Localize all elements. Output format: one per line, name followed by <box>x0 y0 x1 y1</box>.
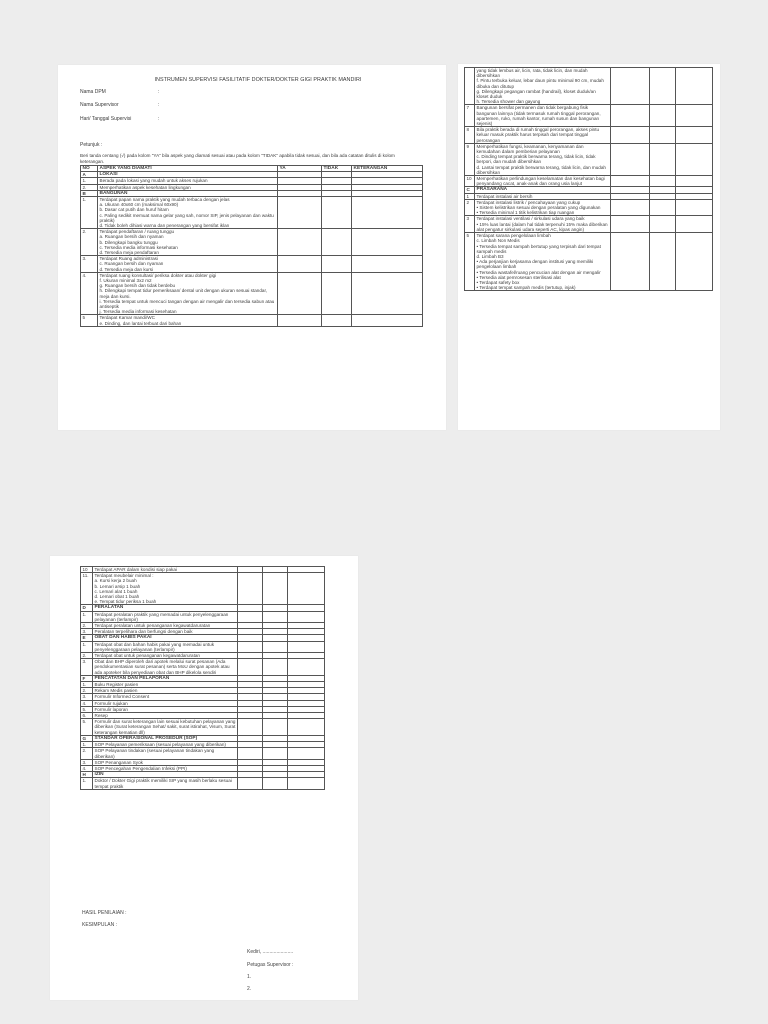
row-number: 8 <box>465 127 475 144</box>
row-number: 2. <box>81 229 98 256</box>
petugas-supervisor-label: Petugas Supervisor : <box>247 962 294 968</box>
ya-cell <box>611 127 650 144</box>
aspect-text: Terdapat Ruang administrasi c. Ruangan bersih dan nyaman d. Tersedia meja dan kursi <box>98 256 278 273</box>
table-row <box>81 611 325 622</box>
row-number: F <box>81 675 93 681</box>
row-number: 7 <box>465 105 475 127</box>
tidak-cell <box>263 719 288 736</box>
ya-cell <box>238 611 263 622</box>
header-tidak: TIDAK <box>322 166 352 172</box>
row-number: 3. <box>81 256 98 273</box>
tidak-cell <box>263 573 288 605</box>
keterangan-cell <box>288 641 325 652</box>
row-number: 2. <box>81 653 93 659</box>
ya-cell <box>611 105 650 127</box>
aspect-text: Terdapat pendaftaran / ruang tunggu a. Ruangan bersih dan nyaman b. Dilengkapi bangku tunggu c. Tersedia media informasi kesehatan d. Tersedia meja pendaftaran <box>98 229 278 256</box>
table-row <box>81 315 423 326</box>
aspect-text: LOKASI <box>98 172 278 178</box>
aspect-text: PRASARANA <box>475 187 611 193</box>
keterangan-cell <box>676 105 713 127</box>
document-page-2 <box>458 64 720 430</box>
tidak-cell <box>650 68 676 105</box>
aspect-text: PENCATATAN DAN PELAPORAN <box>93 675 238 681</box>
aspect-text: Terdapat instalasi listrik / pencahayaan yang cukup • Sistem kelistrikan sesuai dengan peralatan yang digunakan • Tersedia minimal 1 titik kelistrikan tiap ruangan <box>475 199 611 216</box>
meta-colon: : <box>158 116 160 122</box>
row-number: 5 <box>81 315 98 326</box>
aspect-text: Buku Register pasien <box>93 682 238 688</box>
keterangan-cell <box>676 127 713 144</box>
aspect-text: IZIN <box>93 772 238 778</box>
table-row <box>81 641 325 652</box>
ya-cell <box>611 176 650 187</box>
tidak-cell <box>263 659 288 676</box>
ya-cell <box>238 748 263 759</box>
aspect-text: Terdapat Kamar mandi/WC e. Dinding, dan lantai terbuat dari bahan <box>98 315 278 326</box>
table-row <box>81 719 325 736</box>
row-number: 3. <box>81 629 93 635</box>
row-number: 10 <box>465 176 475 187</box>
row-number: G <box>81 735 93 741</box>
table-row <box>465 233 713 291</box>
row-number: 5 <box>465 233 475 291</box>
row-number: H <box>81 772 93 778</box>
row-number: 1. <box>81 178 98 184</box>
keterangan-cell <box>676 143 713 175</box>
keterangan-cell <box>352 256 423 273</box>
checklist-table-page-1 <box>80 165 423 327</box>
ya-cell <box>238 778 263 789</box>
ya-cell <box>278 272 322 315</box>
aspect-text: Terdapat instalasi ventilasi / sirkulasi udara yang baik • 15% luas lantai (dalam hal tidak terpenuhi 15% maka diberikan alat pengatur sirkulasi udara seperti AC, kipas angin) <box>475 216 611 233</box>
header-aspek: ASPEK YANG DIAMATI <box>98 166 278 172</box>
keterangan-cell <box>288 573 325 605</box>
row-number: 10 <box>81 567 93 573</box>
keterangan-cell <box>288 719 325 736</box>
aspect-text: Terdapat APAR dalam kondisi siap pakai <box>93 567 238 573</box>
ya-cell <box>611 199 650 216</box>
row-number: 2. <box>81 688 93 694</box>
aspect-text: Obat dan BHP diperoleh dari apotek melalui surat pesanan (Ada pendokumentasian surat pesanan) serta MoU dengan apotek atau ada apoteker bila penyediaan obat dan BHP dikelola sendiri <box>93 659 238 676</box>
kediri-date-line: Kediri, ...................... <box>247 949 294 955</box>
row-number: 1. <box>81 682 93 688</box>
tidak-cell <box>263 778 288 789</box>
aspect-text: Terdapat obat dan bahan habis pakai yang memadai untuk penyelenggaraan pelayanan (terlampir) <box>93 641 238 652</box>
row-number: 1. <box>81 742 93 748</box>
document-page-3 <box>50 556 358 1000</box>
table-row <box>465 176 713 187</box>
keterangan-cell <box>352 315 423 326</box>
checklist-table-page-3 <box>80 566 325 790</box>
aspect-text: Terdapat obat untuk penanganan kegawatdaruratan <box>93 653 238 659</box>
row-number <box>465 68 475 105</box>
aspect-text: Rekam Medis pasien <box>93 688 238 694</box>
aspect-text: SOP Pelayanan tindakan (sesuai pelayanan tindakan yang diberikan) <box>93 748 238 759</box>
keterangan-cell <box>352 272 423 315</box>
ya-cell <box>611 233 650 291</box>
table-row <box>81 573 325 605</box>
ya-cell <box>238 659 263 676</box>
table-row <box>81 778 325 789</box>
keterangan-cell <box>352 229 423 256</box>
keterangan-cell <box>676 199 713 216</box>
ya-cell <box>238 719 263 736</box>
aspect-text: OBAT DAN HABIS PAKAI <box>93 635 238 641</box>
tidak-cell <box>322 272 352 315</box>
row-number: A <box>81 172 98 178</box>
document-page-1 <box>58 65 446 430</box>
tidak-cell <box>322 315 352 326</box>
header-no: NO <box>81 166 98 172</box>
aspect-text: yang tidak lembus air, licin, rata, tidak licin, dan mudah dibersihkan f. Pintu terbuka keluar, lebar daun pintu minimal 90 cm, mudah dibuka dan ditutup g. Dilengkapi pegangan rambat (handrail), kloset duduk/an kloset duduk h. Tersedia shower dan gayung <box>475 68 611 105</box>
meta-colon: : <box>158 89 160 95</box>
row-number: 9 <box>465 143 475 175</box>
aspect-text: BANGUNAN <box>98 190 278 196</box>
table-row <box>81 197 423 229</box>
row-number: 1. <box>81 197 98 229</box>
row-number: 3. <box>81 659 93 676</box>
aspect-text: Bila praktik berada di rumah tinggal perorangan, akses pintu keluar masuk praktik harus terpisah dari tempat tinggal perorangan <box>475 127 611 144</box>
meta-colon: : <box>158 102 160 108</box>
row-number: E <box>81 635 93 641</box>
meta-label: Hari/ Tanggal Supervisi <box>80 116 132 122</box>
row-number: B <box>81 190 98 196</box>
tidak-cell <box>322 229 352 256</box>
aspect-text: Terdapat peralatan praktik yang memadai untuk penyelenggaraan pelayanan (terlampir) <box>93 611 238 622</box>
table-row <box>465 68 713 105</box>
ya-cell <box>611 216 650 233</box>
keterangan-cell <box>676 176 713 187</box>
row-number: 1 <box>465 193 475 199</box>
aspect-text: SOP Penanganan Syok <box>93 759 238 765</box>
meta-label: Nama Supervisor <box>80 102 119 108</box>
signature-line-2: 2. <box>247 986 252 992</box>
table-row <box>465 216 713 233</box>
aspect-text: SOP Pelayanan pemeriksaan (sesuai pelayanan yang diberikan) <box>93 742 238 748</box>
checklist-body <box>81 567 325 790</box>
row-number: 4. <box>81 272 98 315</box>
aspect-text: Formulir Informed Consent <box>93 694 238 700</box>
aspect-text: Peralatan terpelihara dan berfungsi dengan baik <box>93 629 238 635</box>
aspect-text: Terdapat papan nama praktik yang mudah terbaca dengan jelas a. Ukuran 40x60 cm (maksimal 60x90) b. Dasar cat putih dan huruf hitam c. Paling sedikit memuat nama gelar yang sah, nomor SIP, jenis pelayanan dan waktu praktik) d. Tidak boleh dihiasi warna dan penerangan yang bersifat iklan <box>98 197 278 229</box>
aspect-text: Resep <box>93 713 238 719</box>
row-number: 4. <box>81 765 93 771</box>
keterangan-cell <box>288 659 325 676</box>
keterangan-cell <box>288 778 325 789</box>
aspect-text: Terdapat instalasi air bersih <box>475 193 611 199</box>
aspect-text: Memperhatikan perlindungan keselamatan dan kesehatan bagi penyandang cacat, anak-anak dan orang usia lanjut <box>475 176 611 187</box>
aspect-text: Terdapat sarana pengelolaan limbah c. Limbah Non Medis • Tersedia tempat sampah bertutup yang terpisah dari tempat sampah medis d. Limbah B3 • Ada perjanjian kerjasama dengan institusi yang memiliki pengelolaan limbah • Tersedia wastafel/ruang pencucian alat dengan air mengalir • Tersedia alat pemrosesan sterilisasi alat • Terdapat safety box • Terdapat tempat sampah medis (tertutup, injak) <box>475 233 611 291</box>
tidak-cell <box>322 197 352 229</box>
ya-cell <box>238 641 263 652</box>
checklist-body <box>81 172 423 327</box>
checklist-table-page-2 <box>464 67 713 291</box>
aspect-text: Formulir dan surat keterangan lain sesuai kebutuhan pelayanan yang diberikan (Surat keterangan Sehat/ sakit, surat istirahat, Visum, Surat keterangan kematian dll) <box>93 719 238 736</box>
ya-cell <box>278 229 322 256</box>
tidak-cell <box>650 176 676 187</box>
row-number: 3 <box>465 216 475 233</box>
row-number: 1. <box>81 641 93 652</box>
keterangan-cell <box>676 233 713 291</box>
instructions <box>80 142 400 165</box>
row-number: 2. <box>81 184 98 190</box>
keterangan-cell <box>676 216 713 233</box>
aspect-text: Memperhatikan fungsi, keamanan, kenyamanan dan kemudahan dalam pemberian pelayanan c. Dinding tempat praktik berwarna terang, tidak licin, tidak berpori, dan mudah dibersihkan d. Lantai tempat praktik berwarna terang, tidak licin, dan mudah dibersihkan <box>475 143 611 175</box>
tidak-cell <box>263 748 288 759</box>
tidak-cell <box>650 216 676 233</box>
ya-cell <box>611 68 650 105</box>
aspect-text: Bangunan bersifat permanen dan tidak bergabung fisik bangunan lainnya (tidak termasuk rumah tinggal perorangan, apartemen, ruko, rumah kantor, rumah susun dan bangunan sejenis) <box>475 105 611 127</box>
header-ya: YA <box>278 166 322 172</box>
row-number: D <box>81 605 93 611</box>
ya-cell <box>611 143 650 175</box>
aspect-text: PERALATAN <box>93 605 238 611</box>
row-number: C <box>465 187 475 193</box>
keterangan-cell <box>676 68 713 105</box>
tidak-cell <box>650 127 676 144</box>
table-row <box>465 105 713 127</box>
meta-row-tanggal-supervisi <box>80 116 160 122</box>
tidak-cell <box>650 199 676 216</box>
signature-line-1: 1. <box>247 974 252 980</box>
table-row <box>81 748 325 759</box>
aspect-text: Doktor / Dokter Gigi praktik memiliki SIP yang masih berlaku sesuai tempat praktik <box>93 778 238 789</box>
row-number: 5. <box>81 706 93 712</box>
aspect-text: Terdapat peralatan untuk penanganan kegawatdaruratan <box>93 623 238 629</box>
keterangan-cell <box>352 197 423 229</box>
hasil-penilaian-label: HASIL PENILAIAN : <box>82 910 127 916</box>
tidak-cell <box>263 641 288 652</box>
meta-row-nama-dpm <box>80 89 160 95</box>
keterangan-cell <box>288 748 325 759</box>
aspect-text: Berada pada lokasi yang mudah untuk akses rujukan <box>98 178 278 184</box>
table-row <box>81 659 325 676</box>
row-number: 1. <box>81 778 93 789</box>
tidak-cell <box>263 611 288 622</box>
tidak-cell <box>650 233 676 291</box>
row-number: 6. <box>81 713 93 719</box>
row-number: 2 <box>465 199 475 216</box>
row-number: 4. <box>81 700 93 706</box>
meta-label: Nama DPM <box>80 89 106 95</box>
row-number: 1. <box>81 611 93 622</box>
aspect-text: Terdapat meubelair minimal : a. Kursi kerja 2 buah b. Lemari arsip 1 buah c. Lemari alat 1 buah d. Lemari obat 1 buah e. Tempat tidur periksa 1 buah <box>93 573 238 605</box>
row-number: 2. <box>81 748 93 759</box>
table-row <box>81 272 423 315</box>
keterangan-cell <box>288 611 325 622</box>
ya-cell <box>278 197 322 229</box>
checklist-body <box>465 68 713 291</box>
ya-cell <box>278 256 322 273</box>
table-row <box>81 229 423 256</box>
aspect-text: Formulir laporan <box>93 706 238 712</box>
aspect-text: Formulir rujukan <box>93 700 238 706</box>
tidak-cell <box>650 143 676 175</box>
tidak-cell <box>322 256 352 273</box>
table-row <box>81 256 423 273</box>
table-row <box>465 143 713 175</box>
document-title: INSTRUMEN SUPERVISI FASILITATIF DOKTER/DOKTER GIGI PRAKTIK MANDIRI <box>154 77 362 83</box>
aspect-text: SOP Pencegahan Pengendalian Infeksi (PPI) <box>93 765 238 771</box>
row-number: 2. <box>81 623 93 629</box>
tidak-cell <box>650 105 676 127</box>
aspect-text: Memperhatikan aspek kesehatan lingkungan <box>98 184 278 190</box>
kesimpulan-label: KESIMPULAN : <box>82 922 118 928</box>
instructions-text: Beri tanda centang (√) pada kolom "YA" bila aspek yang diamati sesuai atau pada kolom "TIDAK" apabila tidak sesuai, dan bila ada catatan ditulis di kolom keterangan. <box>80 153 395 164</box>
row-number: 5. <box>81 719 93 736</box>
table-row <box>465 127 713 144</box>
aspect-text: STANDAR OPERASIONAL PROSEDUR (SOP) <box>93 735 238 741</box>
table-row <box>465 199 713 216</box>
aspect-text: Terdapat ruang konsultasi/ periksa dokter atau dokter gigi f. Ukuran minimal 3x2 m2 g. Ruangan bersih dan tidak berdebu h. Dilengkapi tempat tidur pemeriksaan/ dental unit dengan ukuran sesuai standar, meja dan kursi. i. Tersedia tempat untuk mencuci tangan dengan air mengalir dan tersedia sabun atau antiseptik j. Tersedia media informasi kesehatan <box>98 272 278 315</box>
ya-cell <box>238 573 263 605</box>
row-number: 11. <box>81 573 93 605</box>
row-number: 3. <box>81 759 93 765</box>
meta-row-nama-supervisor <box>80 102 160 108</box>
header-keterangan: KETERANGAN <box>352 166 423 172</box>
instructions-heading: Petunjuk : <box>80 142 103 148</box>
row-number: 3. <box>81 694 93 700</box>
ya-cell <box>278 315 322 326</box>
